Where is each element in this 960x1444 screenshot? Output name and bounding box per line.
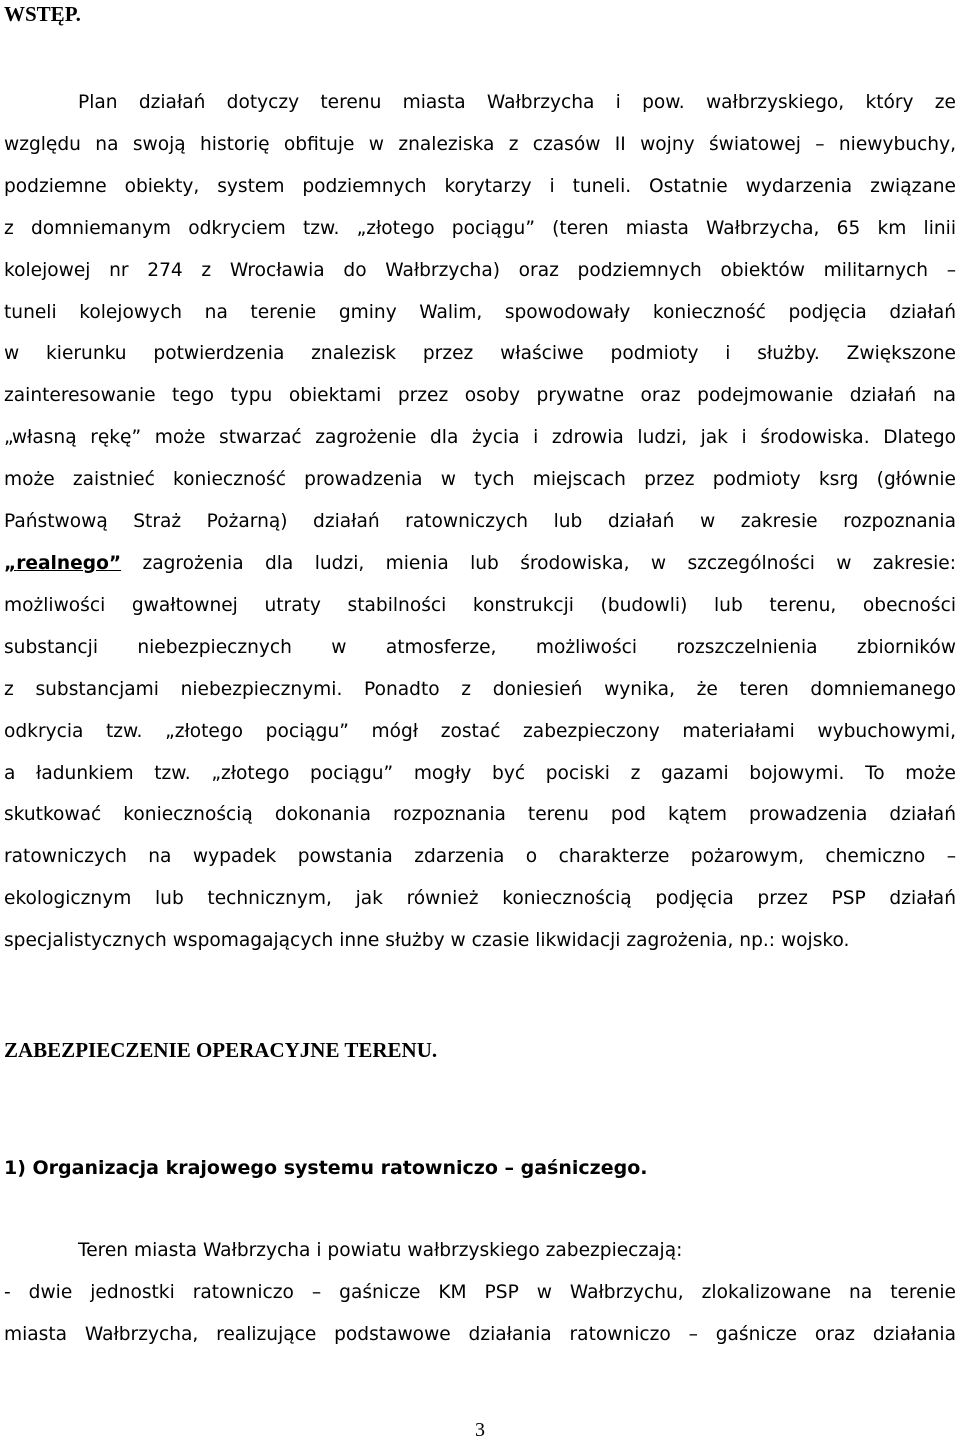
intro-line: ekologicznym lub technicznym, jak również koniecznością podjęcia przez PSP działań — [4, 888, 956, 910]
section-heading: ZABEZPIECZENIE OPERACYJNE TERENU. — [4, 1038, 438, 1062]
intro-line: możliwości gwałtownej utraty stabilności konstrukcji (budowli) lub terenu, obecności — [4, 594, 956, 616]
realnego-close-quote: ” — [108, 552, 122, 574]
intro-line: kolejowej nr 274 z Wrocławia do Wałbrzycha) oraz podziemnych obiektów militarnych – — [4, 259, 956, 281]
realnego-line — [4, 543, 956, 585]
intro-line: „własną rękę” może stwarzać zagrożenie dla życia i zdrowia ludzi, jak i środowiska. Dlatego — [4, 427, 956, 449]
intro-paragraph — [4, 82, 956, 962]
realnego-rest: zagrożenia dla ludzi, mienia lub środowiska, w szczególności w zakresie: — [121, 552, 956, 574]
page-number: 3 — [475, 1419, 485, 1441]
intro-line: tuneli kolejowych na terenie gminy Walim, spowodowały konieczność podjęcia działań — [4, 301, 956, 323]
section-line: Teren miasta Wałbrzycha i powiatu wałbrzyskiego zabezpieczają: — [78, 1240, 683, 1261]
intro-line: zainteresowanie tego typu obiektami przez osoby prywatne oraz podejmowanie działań na — [4, 385, 956, 407]
section-paragraph — [4, 1230, 956, 1356]
realnego-emphasis — [4, 553, 121, 574]
intro-line: podziemne obiekty, system podziemnych korytarzy i tuneli. Ostatnie wydarzenia związane — [4, 175, 956, 197]
intro-line: z domniemanym odkryciem tzw. „złotego pociągu” (teren miasta Wałbrzycha, 65 km linii — [4, 217, 956, 239]
heading-wstep: WSTĘP. — [4, 2, 81, 26]
realnego-open-quote: „ — [4, 552, 17, 574]
intro-line: względu na swoją historię obfituje w znaleziska z czasów II wojny światowej – niewybuchy, — [4, 133, 956, 155]
intro-line: Państwową Straż Pożarną) działań ratowniczych lub działań w zakresie rozpoznania — [4, 511, 956, 533]
section-line: - dwie jednostki ratowniczo – gaśnicze KM PSP w Wałbrzychu, zlokalizowane na terenie — [4, 1281, 956, 1303]
intro-line: odkrycia tzw. „złotego pociągu” mógł zostać zabezpieczony materiałami wybuchowymi, — [4, 720, 956, 742]
intro-line: skutkować koniecznością dokonania rozpoznania terenu pod kątem prowadzenia działań — [4, 804, 956, 826]
intro-line: substancji niebezpiecznych w atmosferze, możliwości rozszczelnienia zbiorników — [4, 636, 956, 658]
realnego-word: realnego — [16, 552, 109, 574]
intro-line: z substancjami niebezpiecznymi. Ponadto z doniesień wynika, że teren domniemanego — [4, 678, 956, 700]
intro-line: specjalistycznych wspomagających inne służby w czasie likwidacji zagrożenia, np.: wojsko. — [4, 930, 850, 952]
intro-line: Plan działań dotyczy terenu miasta Wałbrzycha i pow. wałbrzyskiego, który ze — [78, 92, 956, 113]
intro-line: a ładunkiem tzw. „złotego pociągu” mogły być pociski z gazami bojowymi. To może — [4, 762, 956, 784]
subsection-heading: 1) Organizacja krajowego systemu ratowniczo – gaśniczego. — [4, 1157, 648, 1179]
section-line: miasta Wałbrzycha, realizujące podstawowe działania ratowniczo – gaśnicze oraz działania — [4, 1323, 956, 1345]
intro-line: może zaistnieć konieczność prowadzenia w tych miejscach przez podmioty ksrg (głównie — [4, 469, 956, 491]
intro-line: w kierunku potwierdzenia znalezisk przez właściwe podmioty i służby. Zwiększone — [4, 343, 956, 365]
intro-line: ratowniczych na wypadek powstania zdarzenia o charakterze pożarowym, chemiczno – — [4, 846, 956, 868]
